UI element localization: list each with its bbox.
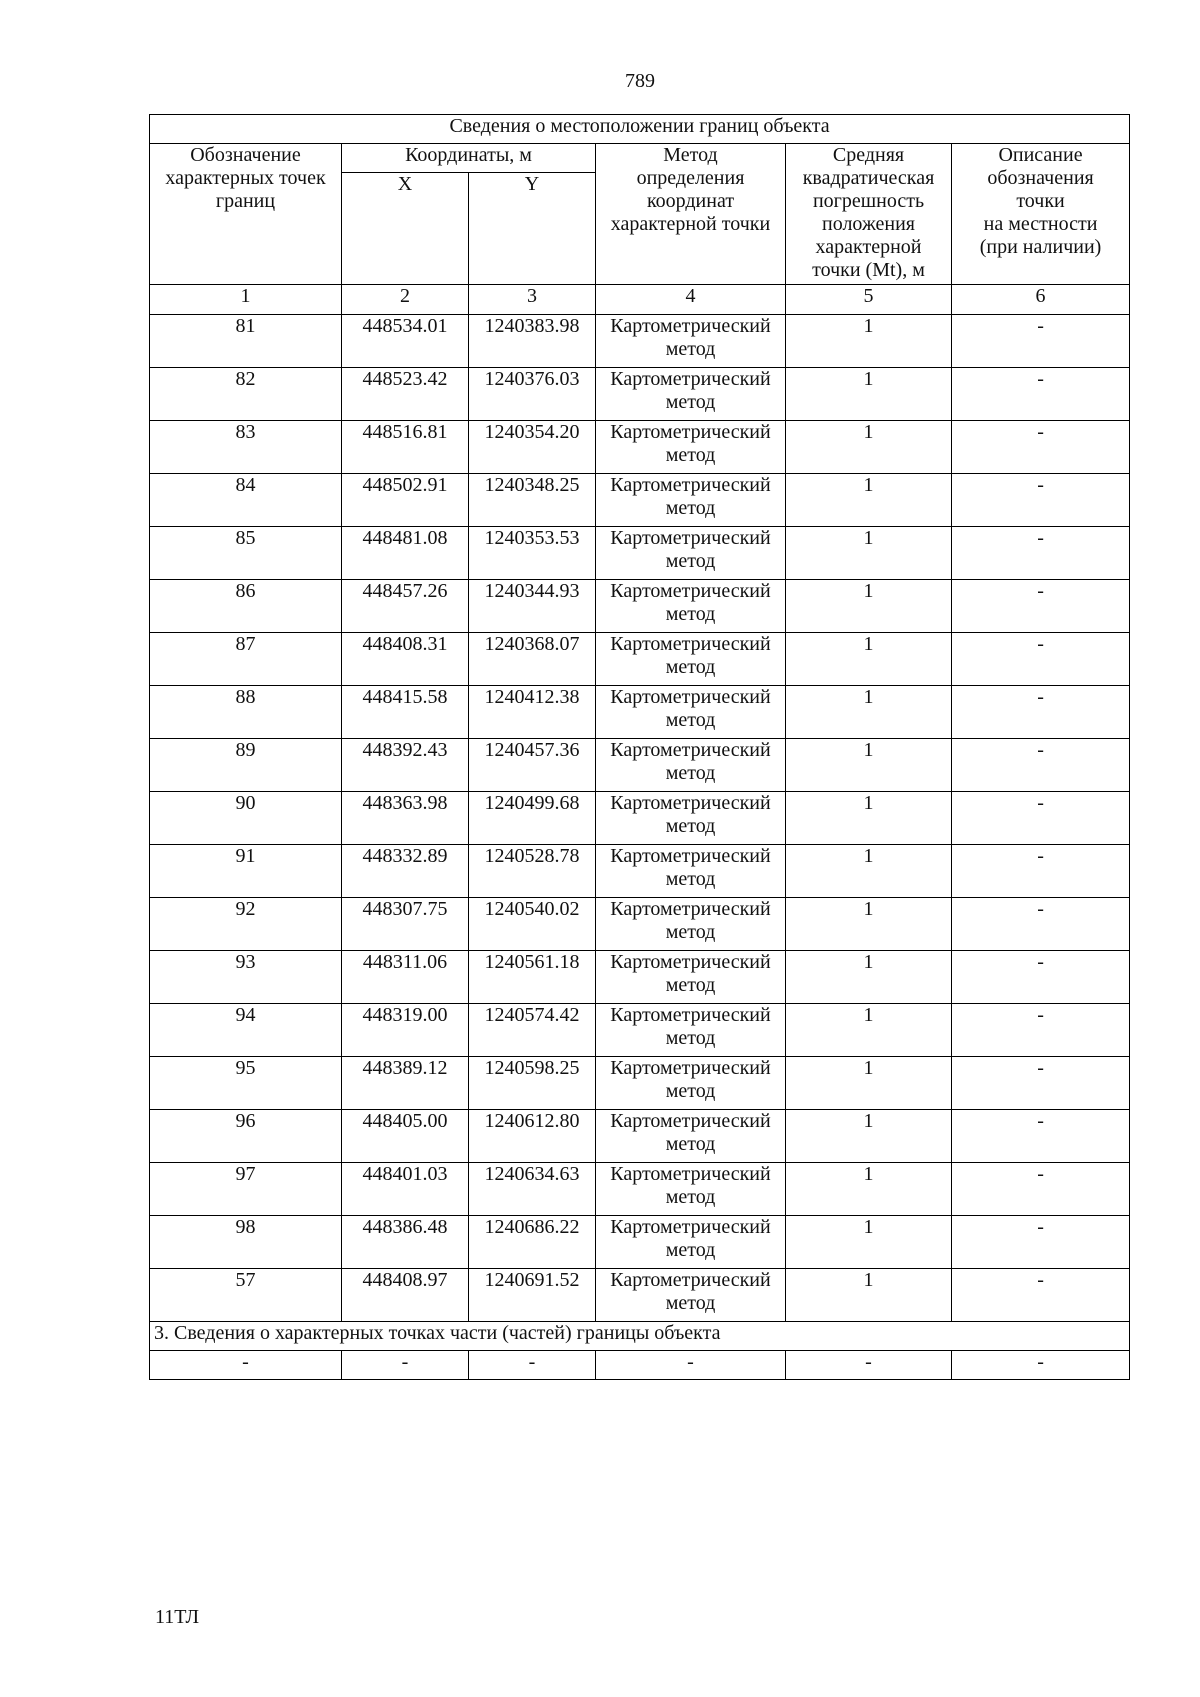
- cell-description: -: [952, 1110, 1130, 1163]
- cell-description: -: [952, 739, 1130, 792]
- cell-y: 1240686.22: [469, 1216, 596, 1269]
- cell-point: 90: [150, 792, 342, 845]
- cell-point: 85: [150, 527, 342, 580]
- table-cell: -: [786, 1351, 952, 1380]
- cell-description: -: [952, 633, 1130, 686]
- cell-point: 94: [150, 1004, 342, 1057]
- table-cell: -: [342, 1351, 469, 1380]
- cell-description: -: [952, 580, 1130, 633]
- column-number: 4: [596, 285, 786, 315]
- section3-title: 3. Сведения о характерных точках части (частей) границы объекта: [150, 1322, 1130, 1351]
- cell-description: -: [952, 1216, 1130, 1269]
- cell-description: -: [952, 315, 1130, 368]
- cell-method: Картометрический метод: [596, 1269, 786, 1322]
- cell-y: 1240598.25: [469, 1057, 596, 1110]
- cell-y: 1240412.38: [469, 686, 596, 739]
- cell-x: 448516.81: [342, 421, 469, 474]
- cell-y: 1240457.36: [469, 739, 596, 792]
- table-row: [150, 1269, 1130, 1322]
- cell-description: -: [952, 845, 1130, 898]
- header-coordinates: Координаты, м: [342, 144, 596, 173]
- table-row: [150, 951, 1130, 1004]
- cell-error: 1: [786, 1163, 952, 1216]
- cell-method: Картометрический метод: [596, 1004, 786, 1057]
- cell-description: -: [952, 792, 1130, 845]
- cell-point: 93: [150, 951, 342, 1004]
- cell-y: 1240383.98: [469, 315, 596, 368]
- cell-error: 1: [786, 845, 952, 898]
- table-row: [150, 1110, 1130, 1163]
- cell-method: Картометрический метод: [596, 792, 786, 845]
- header-designation: Обозначение характерных точек границ: [150, 144, 342, 285]
- cell-point: 97: [150, 1163, 342, 1216]
- page-number: 789: [625, 70, 655, 92]
- cell-x: 448408.97: [342, 1269, 469, 1322]
- cell-method: Картометрический метод: [596, 633, 786, 686]
- cell-y: 1240528.78: [469, 845, 596, 898]
- cell-y: 1240691.52: [469, 1269, 596, 1322]
- cell-point: 86: [150, 580, 342, 633]
- table-row: [150, 474, 1130, 527]
- cell-y: 1240574.42: [469, 1004, 596, 1057]
- cell-point: 89: [150, 739, 342, 792]
- cell-method: Картометрический метод: [596, 739, 786, 792]
- cell-x: 448319.00: [342, 1004, 469, 1057]
- cell-x: 448523.42: [342, 368, 469, 421]
- table-cell: -: [469, 1351, 596, 1380]
- cell-error: 1: [786, 898, 952, 951]
- cell-point: 81: [150, 315, 342, 368]
- cell-y: 1240354.20: [469, 421, 596, 474]
- cell-y: 1240376.03: [469, 368, 596, 421]
- cell-point: 95: [150, 1057, 342, 1110]
- table-row: [150, 315, 1130, 368]
- cell-error: 1: [786, 1216, 952, 1269]
- boundary-coordinates-table: [149, 114, 1130, 1380]
- cell-method: Картометрический метод: [596, 1163, 786, 1216]
- cell-x: 448457.26: [342, 580, 469, 633]
- cell-error: 1: [786, 527, 952, 580]
- cell-y: 1240540.02: [469, 898, 596, 951]
- cell-method: Картометрический метод: [596, 1057, 786, 1110]
- cell-method: Картометрический метод: [596, 527, 786, 580]
- cell-error: 1: [786, 633, 952, 686]
- cell-method: Картометрический метод: [596, 580, 786, 633]
- header-error: Средняя квадратическая погрешность положения характерной точки (Mt), м: [786, 144, 952, 285]
- cell-point: 92: [150, 898, 342, 951]
- cell-y: 1240634.63: [469, 1163, 596, 1216]
- cell-error: 1: [786, 1004, 952, 1057]
- cell-x: 448534.01: [342, 315, 469, 368]
- cell-y: 1240353.53: [469, 527, 596, 580]
- table-row: [150, 368, 1130, 421]
- cell-x: 448311.06: [342, 951, 469, 1004]
- table-cell: -: [952, 1351, 1130, 1380]
- table-cell: -: [596, 1351, 786, 1380]
- cell-x: 448386.48: [342, 1216, 469, 1269]
- table-row: [150, 845, 1130, 898]
- cell-method: Картометрический метод: [596, 845, 786, 898]
- cell-x: 448502.91: [342, 474, 469, 527]
- cell-y: 1240561.18: [469, 951, 596, 1004]
- table-row: [150, 898, 1130, 951]
- header-y: Y: [469, 173, 596, 285]
- cell-point: 88: [150, 686, 342, 739]
- cell-error: 1: [786, 1269, 952, 1322]
- table-row: [150, 1004, 1130, 1057]
- column-number-row: [150, 285, 1130, 315]
- table-row: [150, 686, 1130, 739]
- cell-x: 448332.89: [342, 845, 469, 898]
- cell-x: 448415.58: [342, 686, 469, 739]
- cell-error: 1: [786, 421, 952, 474]
- cell-description: -: [952, 527, 1130, 580]
- cell-point: 82: [150, 368, 342, 421]
- table-row: [150, 580, 1130, 633]
- cell-description: -: [952, 686, 1130, 739]
- column-number: 5: [786, 285, 952, 315]
- cell-x: 448405.00: [342, 1110, 469, 1163]
- table-row: [150, 421, 1130, 474]
- cell-point: 57: [150, 1269, 342, 1322]
- column-number: 2: [342, 285, 469, 315]
- cell-error: 1: [786, 315, 952, 368]
- column-number: 6: [952, 285, 1130, 315]
- cell-x: 448307.75: [342, 898, 469, 951]
- cell-point: 96: [150, 1110, 342, 1163]
- cell-point: 84: [150, 474, 342, 527]
- cell-method: Картометрический метод: [596, 368, 786, 421]
- cell-method: Картометрический метод: [596, 951, 786, 1004]
- header-method: Метод определения координат характерной точки: [596, 144, 786, 285]
- column-number: 1: [150, 285, 342, 315]
- cell-method: Картометрический метод: [596, 474, 786, 527]
- cell-y: 1240348.25: [469, 474, 596, 527]
- cell-error: 1: [786, 368, 952, 421]
- cell-error: 1: [786, 1057, 952, 1110]
- cell-description: -: [952, 1004, 1130, 1057]
- cell-error: 1: [786, 1110, 952, 1163]
- cell-method: Картометрический метод: [596, 1216, 786, 1269]
- cell-point: 83: [150, 421, 342, 474]
- cell-error: 1: [786, 474, 952, 527]
- table-row: [150, 1216, 1130, 1269]
- cell-point: 98: [150, 1216, 342, 1269]
- column-number: 3: [469, 285, 596, 315]
- cell-method: Картометрический метод: [596, 898, 786, 951]
- cell-error: 1: [786, 686, 952, 739]
- cell-description: -: [952, 1163, 1130, 1216]
- cell-x: 448392.43: [342, 739, 469, 792]
- cell-point: 87: [150, 633, 342, 686]
- cell-description: -: [952, 1269, 1130, 1322]
- cell-y: 1240499.68: [469, 792, 596, 845]
- cell-method: Картометрический метод: [596, 421, 786, 474]
- cell-error: 1: [786, 951, 952, 1004]
- cell-description: -: [952, 421, 1130, 474]
- cell-description: -: [952, 898, 1130, 951]
- cell-y: 1240344.93: [469, 580, 596, 633]
- cell-point: 91: [150, 845, 342, 898]
- cell-description: -: [952, 1057, 1130, 1110]
- cell-method: Картометрический метод: [596, 315, 786, 368]
- cell-method: Картометрический метод: [596, 1110, 786, 1163]
- section3-row: [150, 1351, 1130, 1380]
- table-row: [150, 739, 1130, 792]
- cell-y: 1240612.80: [469, 1110, 596, 1163]
- cell-description: -: [952, 368, 1130, 421]
- header-x: X: [342, 173, 469, 285]
- cell-x: 448401.03: [342, 1163, 469, 1216]
- footer-code: 11ТЛ: [155, 1606, 200, 1628]
- cell-x: 448389.12: [342, 1057, 469, 1110]
- table-title: Сведения о местоположении границ объекта: [150, 115, 1130, 144]
- table-row: [150, 1163, 1130, 1216]
- cell-x: 448363.98: [342, 792, 469, 845]
- cell-y: 1240368.07: [469, 633, 596, 686]
- cell-description: -: [952, 474, 1130, 527]
- cell-x: 448408.31: [342, 633, 469, 686]
- table-row: [150, 633, 1130, 686]
- cell-error: 1: [786, 792, 952, 845]
- header-description: Описание обозначения точки на местности (при наличии): [952, 144, 1130, 285]
- cell-error: 1: [786, 739, 952, 792]
- cell-x: 448481.08: [342, 527, 469, 580]
- table-cell: -: [150, 1351, 342, 1380]
- table-row: [150, 527, 1130, 580]
- cell-method: Картометрический метод: [596, 686, 786, 739]
- table-row: [150, 792, 1130, 845]
- cell-description: -: [952, 951, 1130, 1004]
- table-row: [150, 1057, 1130, 1110]
- cell-error: 1: [786, 580, 952, 633]
